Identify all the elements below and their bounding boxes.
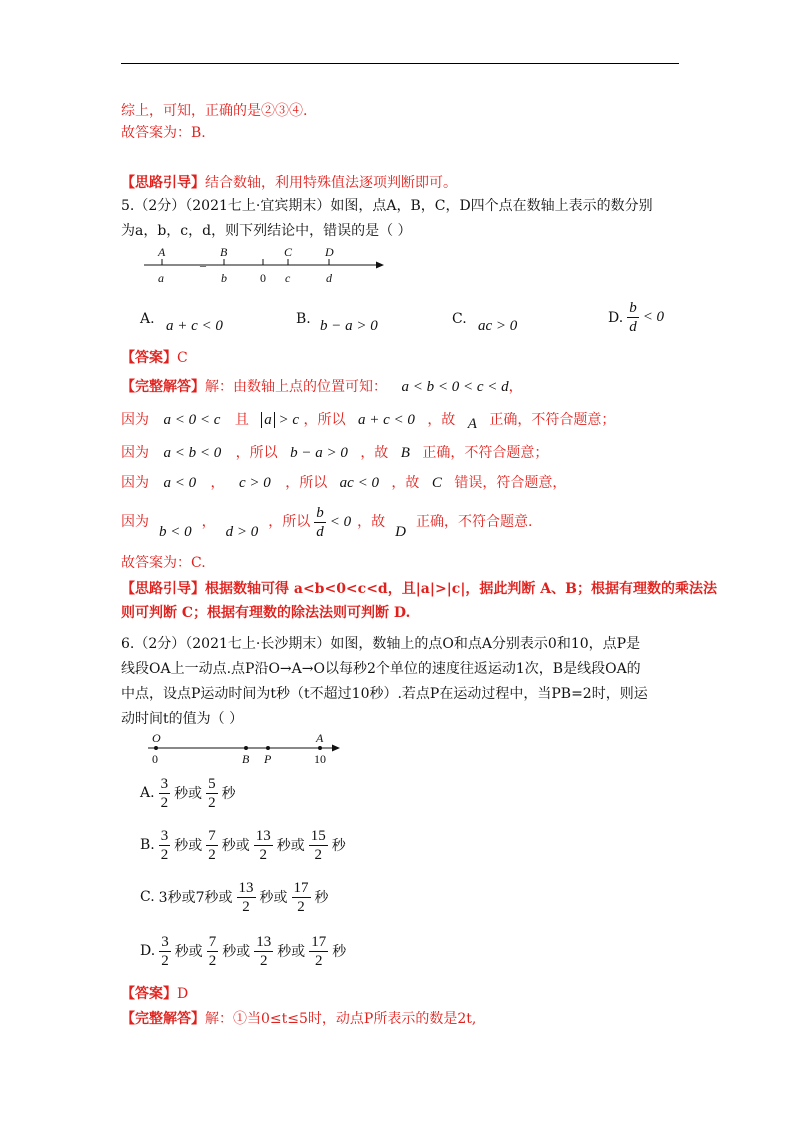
q5-option-d-label: D.: [608, 309, 624, 326]
q5-option-d-rest: < 0: [642, 309, 665, 325]
q6-answer: 【答案】D: [121, 986, 189, 1002]
q6-solution-1: 【完整解答】解：①当0≤t≤5时，动点P所表示的数是2t,: [121, 1011, 477, 1027]
q5-label-A: A: [158, 245, 166, 259]
q6-point-p: [266, 746, 270, 750]
q5-dash: –: [200, 258, 206, 272]
hint-line: [121, 173, 457, 193]
q6-answer-value: D: [177, 986, 189, 1002]
q5-option-c-label: C.: [452, 311, 467, 327]
q6-option-d: D. $\frac{3}{2}$ 秒或 $\frac{7}{2}$ 秒或 $\frac{13}{2}$ 秒或 $\frac{17}{2}$ 秒: [140, 933, 347, 969]
q5-stem-2: 为a，b，c，d，则下列结论中，错误的是（ ）: [121, 223, 412, 239]
q6-label-B: B: [242, 752, 250, 766]
q5-option-b-math: b − a > 0: [320, 318, 378, 334]
q5-value-a: a: [158, 271, 164, 285]
q6-value-0: 0: [152, 752, 158, 766]
q6-stem-3: 中点，设点P运动时间为t秒（t不超过10秒）.若点P在运动过程中，当PB=2时，则运: [121, 686, 648, 702]
conclusion-text: 综上，可知，正确的是②③④.: [121, 103, 308, 119]
q6-option-c: C. 3秒或7秒或 $\frac{13}{2}$ 秒或 $\frac{17}{2}$ 秒: [140, 879, 329, 915]
q6-label-P: P: [264, 752, 272, 766]
q6-label-O: O: [152, 732, 161, 745]
header-rule: [121, 63, 679, 64]
q6-option-a: A. $\frac{3}{2}$ 秒或 $\frac{5}{2}$ 秒: [140, 775, 236, 811]
q5-stem-1: 5.（2分）（2021七上·宜宾期末）如图，点A，B，C，D四个点在数轴上表示的数分别: [121, 198, 653, 214]
q5-solution-4: 因为 a < 0 ， c > 0 ，所以 ac < 0 ，故 C 错误，符合题意，: [121, 475, 567, 491]
q5-option-c-math: ac > 0: [478, 318, 518, 334]
q5-value-c: c: [285, 271, 291, 285]
q5-solution-2: 因为 a < 0 < c 且 a > c ，所以 a + c < 0 ，故 A 正确，不符合题意；: [121, 412, 616, 432]
q5-value-d: d: [326, 271, 332, 285]
q5-axis-arrow-icon: [376, 262, 384, 269]
q5-hint-1: 【思路引导】根据数轴可得 a<b<0<c<d，且|a|>|c|，据此判断 A、B；根据有理数的乘法法: [121, 581, 717, 597]
q5-solution-1: 【完整解答】解：由数轴上点的位置可知： a < b < 0 < c < d，: [121, 379, 523, 395]
q5-label-D: D: [325, 245, 334, 259]
q5-answer: 【答案】C: [121, 350, 188, 366]
q5-option-d-fraction: $\frac{b}{d}$: [629, 300, 637, 335]
q5-value-0: 0: [260, 271, 266, 285]
q5-value-b: b: [221, 271, 227, 285]
q5-option-b-label: B.: [296, 311, 311, 327]
answer-line: 故答案为：B.: [121, 125, 206, 141]
q5-hint-2: 则可判断 C；根据有理数的除法法则可判断 D.: [121, 605, 411, 621]
q6-axis-arrow-icon: [332, 745, 340, 752]
q5-option-a-math: a + c < 0: [166, 318, 223, 334]
q6-point-o: [154, 746, 158, 750]
q6-stem-2: 线段OA上一动点.点P沿O→A→O以每秒2个单位的速度往返运动1次，B是线段OA的: [121, 661, 641, 677]
q6-stem-1: 6.（2分）（2021七上·长沙期末）如图，数轴上的点O和点A分别表示0和10，点P是: [121, 636, 641, 652]
q5-option-a-label: A.: [140, 311, 155, 327]
q6-option-b: B. $\frac{3}{2}$ 秒或 $\frac{7}{2}$ 秒或 $\frac{13}{2}$ 秒或 $\frac{15}{2}$ 秒: [140, 827, 346, 863]
q6-label-A: A: [316, 732, 324, 745]
q6-point-a: [318, 746, 322, 750]
q5-solution-3: 因为 a < b < 0 ，所以 b − a > 0 ，故 B 正确，不符合题意；: [121, 445, 549, 461]
q5-solution-5: 因为 b < 0 ， d > 0 ，所以 $\frac{b}{d}$ < 0 ，故 D 正确，不符合题意.: [121, 504, 533, 540]
q5-option-d: [608, 300, 664, 335]
q5-number-line: [140, 243, 390, 289]
q6-value-10: 10: [314, 752, 326, 766]
q5-label-C: C: [284, 245, 293, 259]
hint-tag: 【思路引导】: [121, 175, 205, 191]
q5-answer-value: C: [177, 350, 188, 366]
q5-label-B: B: [220, 245, 228, 259]
q6-point-b: [244, 746, 248, 750]
q6-stem-4: 动时间t的值为（ ）: [121, 711, 244, 727]
q6-number-line: [140, 732, 350, 766]
hint-text: 结合数轴，利用特殊值法逐项判断即可。: [205, 175, 457, 191]
q5-final-answer: 故答案为：C.: [121, 555, 206, 571]
